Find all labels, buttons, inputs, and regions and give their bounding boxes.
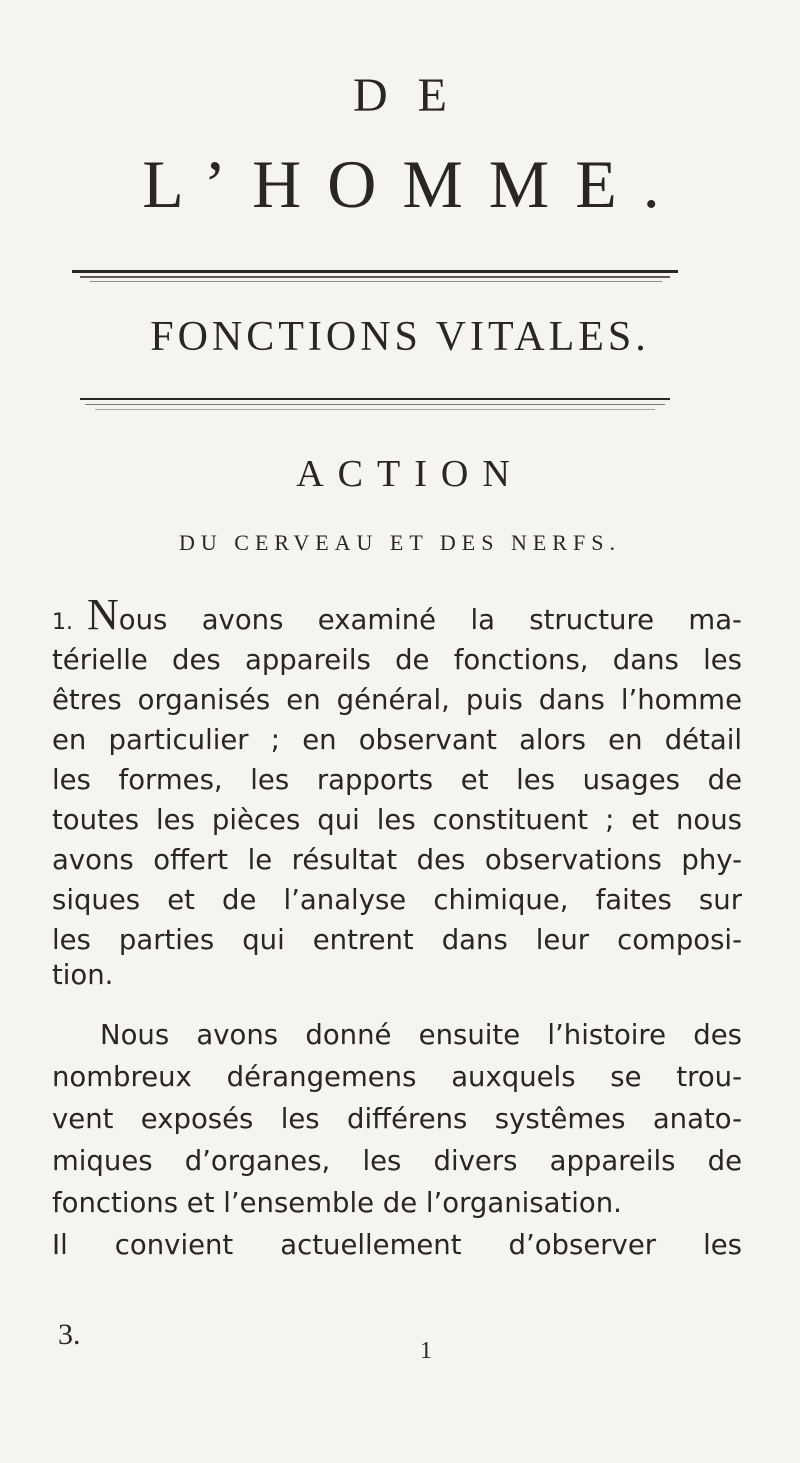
signature-mark: 3. bbox=[58, 1318, 81, 1351]
paragraph-text: ous avons examiné la structure ma- bbox=[118, 604, 742, 636]
paragraph-line: térielle des appareils de fonctions, dans les bbox=[52, 644, 742, 676]
chapter-title: ACTION bbox=[296, 453, 524, 495]
catchword: 1 bbox=[420, 1338, 432, 1364]
rule-top-thin bbox=[80, 276, 670, 278]
paragraph-line: fonctions et l’ensemble de l’organisation. bbox=[52, 1187, 622, 1219]
chapter-subtitle: DU CERVEAU ET DES NERFS. bbox=[179, 530, 621, 555]
rule-middle-thin bbox=[85, 404, 665, 405]
paragraph-line: avons offert le résultat des observations phy- bbox=[52, 844, 742, 876]
paragraph-line: nombreux dérangemens auxquels se trou- bbox=[52, 1061, 742, 1093]
paragraph-line: les parties qui entrent dans leur composi- bbox=[52, 924, 742, 956]
paragraph-line: Nous avons donné ensuite l’histoire des bbox=[100, 1019, 742, 1051]
paragraph-line: vent exposés les différens systêmes anato- bbox=[52, 1103, 742, 1135]
paragraph-line: toutes les pièces qui les constituent ; et nous bbox=[52, 804, 742, 836]
rule-top-hair bbox=[90, 281, 662, 282]
section-title: FONCTIONS VITALES. bbox=[150, 314, 650, 360]
paragraph-number: 1. bbox=[52, 610, 73, 635]
paragraph-line: miques d’organes, les divers appareils de bbox=[52, 1145, 742, 1177]
paragraph-line: les formes, les rapports et les usages de bbox=[52, 764, 742, 796]
rule-top bbox=[72, 270, 678, 273]
paragraph-line bbox=[52, 600, 742, 643]
rule-middle-hair bbox=[95, 409, 655, 410]
paragraph-line: Il convient actuellement d’observer les bbox=[52, 1229, 742, 1261]
paragraph-line: tion. bbox=[52, 959, 114, 991]
paragraph-line: en particulier ; en observant alors en détail bbox=[52, 724, 742, 756]
paragraph-line: êtres organisés en général, puis dans l’homme bbox=[52, 684, 742, 716]
header-de: DE bbox=[353, 69, 477, 122]
rule-middle bbox=[80, 398, 670, 400]
header-homme: L’HOMME. bbox=[142, 146, 686, 222]
drop-cap: N bbox=[87, 600, 119, 639]
paragraph-line: siques et de l’analyse chimique, faites sur bbox=[52, 884, 742, 916]
